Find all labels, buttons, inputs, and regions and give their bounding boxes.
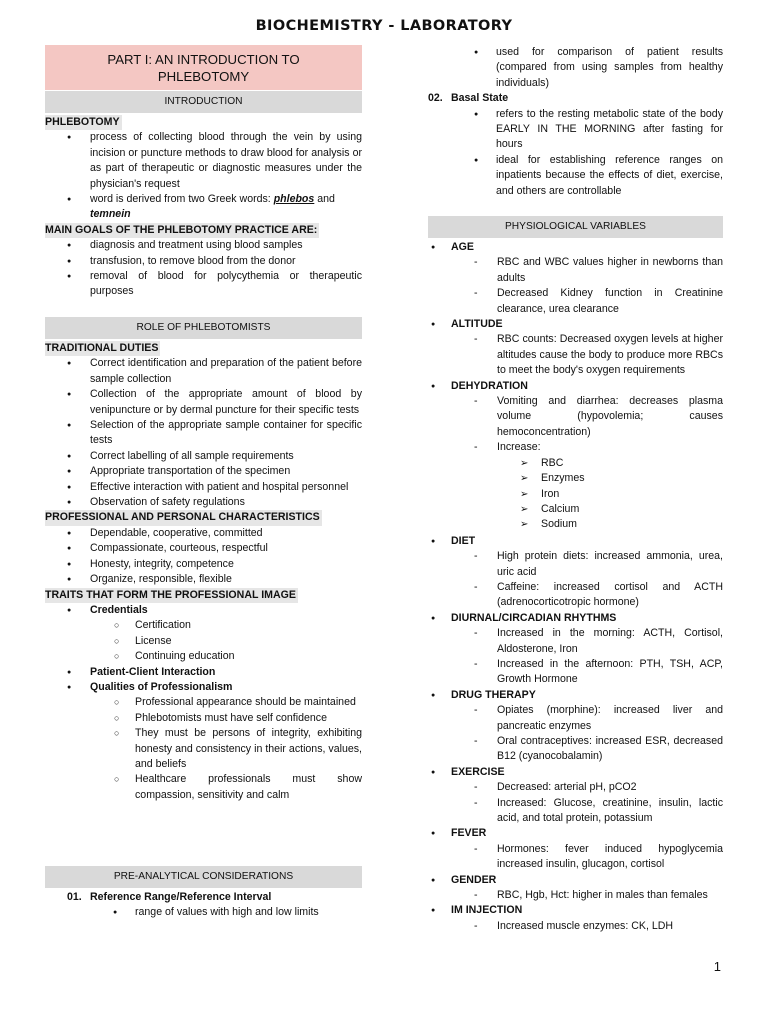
- list-item: ● diagnosis and treatment using blood samples: [45, 238, 362, 253]
- list-item: - RBC and WBC values higher in newborns than adults: [428, 255, 723, 286]
- diet-list: [428, 549, 723, 611]
- heading-traits: TRAITS THAT FORM THE PROFESSIONAL IMAGE: [45, 588, 298, 603]
- section-bar-introduction: INTRODUCTION: [45, 91, 362, 113]
- section-bar-preanalytical: PRE-ANALYTICAL CONSIDERATIONS: [45, 866, 362, 888]
- preanalytical-section: [45, 890, 362, 921]
- arrow-item: ➢ Sodium: [428, 517, 723, 532]
- list-item: - Hormones: fever induced hypoglycemia increased insulin, glucagon, cortisol: [428, 842, 723, 873]
- list-item: - Decreased Kidney function in Creatinine clearance, urea clearance: [428, 286, 723, 317]
- page-number: 1: [713, 959, 721, 974]
- list-item: - RBC, Hgb, Hct: higher in males than females: [428, 888, 723, 903]
- list-item: - Decreased: arterial pH, pCO2: [428, 780, 723, 795]
- sub-list-item: ○ License: [45, 634, 362, 649]
- list-item: - Oral contraceptives: increased ESR, decreased B12 (cyanocobalamin): [428, 734, 723, 765]
- variable-exercise: ● EXERCISE: [428, 765, 723, 780]
- list-item: - Vomiting and diarrhea: decreases plasma volume (hypovolemia; causes hemoconcentration): [428, 394, 723, 440]
- list-item-credentials: ● Credentials: [45, 603, 362, 618]
- list-item: ● refers to the resting metabolic state of the body EARLY IN THE MORNING after fasting for hours: [428, 107, 723, 153]
- list-item: ● Observation of safety regulations: [45, 495, 362, 510]
- section-bar-physiological: PHYSIOLOGICAL VARIABLES: [428, 216, 723, 238]
- preanalytical-continued: [428, 45, 723, 199]
- drug-list: [428, 703, 723, 765]
- list-item: ● Correct labelling of all sample requirements: [45, 449, 362, 464]
- list-item-qualities: ● Qualities of Professionalism: [45, 680, 362, 695]
- arrow-item: ➢ RBC: [428, 456, 723, 471]
- numbered-item-basal-state: 02. Basal State: [428, 92, 509, 105]
- fever-list: [428, 842, 723, 873]
- heading-traditional-duties: TRADITIONAL DUTIES: [45, 341, 160, 356]
- arrow-item: ➢ Enzymes: [428, 471, 723, 486]
- list-item: - Increased in the afternoon: PTH, TSH, ACP, Growth Hormone: [428, 657, 723, 688]
- physiological-section: [428, 240, 723, 934]
- list-item: - Increase:: [428, 440, 723, 455]
- greek-word-phlebos: phlebos: [273, 193, 315, 206]
- list-item: ● Correct identification and preparation of the patient before sample collection: [45, 356, 362, 387]
- list-item: - Opiates (morphine): increased liver and pancreatic enzymes: [428, 703, 723, 734]
- heading-phlebotomy: PHLEBOTOMY: [45, 115, 122, 130]
- list-item: ● Organize, responsible, flexible: [45, 572, 362, 587]
- sub-list-item: ○ Professional appearance should be maintained: [45, 695, 362, 710]
- page-title: BIOCHEMISTRY - LABORATORY: [255, 18, 513, 34]
- arrow-item: ➢ Calcium: [428, 502, 723, 517]
- age-list: [428, 255, 723, 317]
- variable-diet: ● DIET: [428, 534, 723, 549]
- basal-state-list: [428, 107, 723, 199]
- variable-drug-therapy: ● DRUG THERAPY: [428, 688, 723, 703]
- sub-list-item: ○ Phlebotomists must have self confidence: [45, 711, 362, 726]
- variable-fever: ● FEVER: [428, 826, 723, 841]
- list-item: ● Dependable, cooperative, committed: [45, 526, 362, 541]
- reference-range-list: [45, 905, 362, 920]
- variable-age: ● AGE: [428, 240, 723, 255]
- reference-range-list-continued: [428, 45, 723, 91]
- list-item: ● Compassionate, courteous, respectful: [45, 541, 362, 556]
- sub-list-item: ○ Continuing education: [45, 649, 362, 664]
- professional-list: [45, 526, 362, 588]
- sub-list-item: ○ They must be persons of integrity, exhibiting honesty and consistency in their actions, values, and beliefs: [45, 726, 362, 772]
- list-item: ● transfusion, to remove blood from the donor: [45, 254, 362, 269]
- list-item: - Increased muscle enzymes: CK, LDH: [428, 919, 723, 934]
- list-item: ● Honesty, integrity, competence: [45, 557, 362, 572]
- list-item: ● range of values with high and low limits: [45, 905, 362, 920]
- dehydration-list: [428, 394, 723, 533]
- heading-main-goals: MAIN GOALS OF THE PHLEBOTOMY PRACTICE ARE:: [45, 223, 319, 238]
- traditional-list: [45, 356, 362, 510]
- list-item: ● Effective interaction with patient and hospital personnel: [45, 480, 362, 495]
- section-bar-role: ROLE OF PHLEBOTOMISTS: [45, 317, 362, 339]
- list-item: ● process of collecting blood through the vein by using incision or puncture methods to draw blood for analysis or as part of therapeutic or diagnostic measures under the physician's request: [45, 130, 362, 192]
- altitude-list: [428, 332, 723, 378]
- list-item: ● removal of blood for polycythemia or therapeutic purposes: [45, 269, 362, 300]
- list-item: ● Appropriate transportation of the specimen: [45, 464, 362, 479]
- list-item: ● ideal for establishing reference ranges on inpatients because the effects of diet, exercise, and others are controllable: [428, 153, 723, 199]
- im-list: [428, 919, 723, 934]
- phlebotomy-list: [45, 130, 362, 222]
- list-item: - RBC counts: Decreased oxygen levels at higher altitudes cause the body to produce more RBCs to meet the body's oxygen requirements: [428, 332, 723, 378]
- list-item-word-origin: ● word is derived from two Greek words: phlebos and temnein: [45, 192, 362, 223]
- variable-im-injection: ● IM INJECTION: [428, 903, 723, 918]
- sub-list-item: ○ Healthcare professionals must show compassion, sensitivity and calm: [45, 772, 362, 803]
- traits-list: [45, 603, 362, 803]
- variable-altitude: ● ALTITUDE: [428, 317, 723, 332]
- phlebotomy-section: [45, 115, 362, 300]
- part-title: PART I: AN INTRODUCTION TO PHLEBOTOMY: [107, 52, 300, 84]
- sub-list-item: ○ Certification: [45, 618, 362, 633]
- diurnal-list: [428, 626, 723, 688]
- variable-dehydration: ● DEHYDRATION: [428, 379, 723, 394]
- heading-professional: PROFESSIONAL AND PERSONAL CHARACTERISTICS: [45, 510, 322, 525]
- greek-word-temnein: temnein: [90, 208, 131, 221]
- gender-list: [428, 888, 723, 903]
- part-title-box: [45, 45, 362, 90]
- variable-gender: ● GENDER: [428, 873, 723, 888]
- variable-diurnal: ● DIURNAL/CIRCADIAN RHYTHMS: [428, 611, 723, 626]
- list-item: ● Selection of the appropriate sample container for specific tests: [45, 418, 362, 449]
- list-item: - Increased: Glucose, creatinine, insulin, lactic acid, and total protein, potassium: [428, 796, 723, 827]
- arrow-item: ➢ Iron: [428, 487, 723, 502]
- list-item: ● Collection of the appropriate amount of blood by venipuncture or by dermal puncture for their specific tests: [45, 387, 362, 418]
- list-item: - High protein diets: increased ammonia, urea, uric acid: [428, 549, 723, 580]
- list-item: - Caffeine: increased cortisol and ACTH (adrenocorticotropic hormone): [428, 580, 723, 611]
- exercise-list: [428, 780, 723, 826]
- numbered-item-reference-range: 01. Reference Range/Reference Interval: [67, 891, 272, 903]
- list-item-patient-client: ● Patient-Client Interaction: [45, 665, 362, 680]
- main-goals-list: [45, 238, 362, 300]
- list-item: ● used for comparison of patient results (compared from using samples from healthy individuals): [428, 45, 723, 91]
- list-item: - Increased in the morning: ACTH, Cortisol, Aldosterone, Iron: [428, 626, 723, 657]
- role-section: [45, 341, 362, 803]
